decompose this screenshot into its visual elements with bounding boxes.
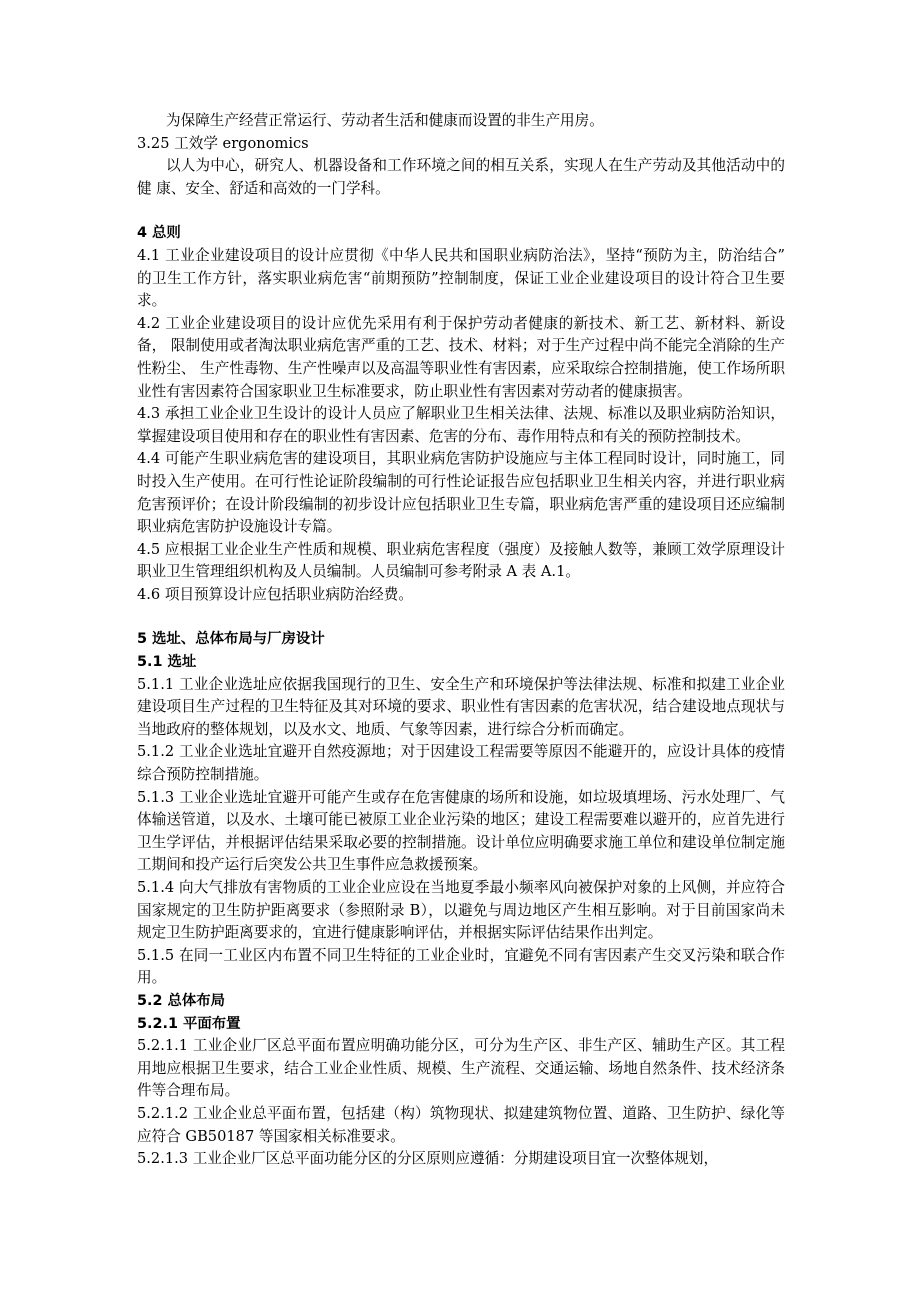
body-paragraph: 4.3 承担工业企业卫生设计的设计人员应了解职业卫生相关法律、法规、标准以及职业病防治知识，掌握建设项目使用和存在的职业性有害因素、危害的分布、毒作用特点和有关的预防控制技术。: [137, 405, 785, 445]
body-paragraph: 4.4 可能产生职业病危害的建设项目，其职业病危害防护设施应与主体工程同时设计，同时施工，同时投入生产使用。在可行性论证阶段编制的可行性论证报告应包括职业卫生相关内容，并进行职业病危害预评价；在设计阶段编制的初步设计应包括职业卫生专篇，职业病危害严重的建设项目还应编制职业病危害防护设施设计专篇。: [137, 450, 785, 536]
body-paragraph: 5.1.2 工业企业选址宜避开自然疫源地；对于因建设工程需要等原因不能避开的，应设计具体的疫情综合预防控制措施。: [137, 743, 785, 784]
body-paragraph: 5.1.4 向大气排放有害物质的工业企业应设在当地夏季最小频率风向被保护对象的上风侧，并应符合国家规定的卫生防护距离要求（参照附录 B），以避免与周边地区产生相互影响。对于目前国家尚未规定卫生防护距离要求的，宜进行健康影响评估，并根据实际评估结果作出判定。: [137, 879, 785, 942]
body-paragraph: 5.2.1.2 工业企业总平面布置，包括建（构）筑物现状、拟建建筑物位置、道路、卫生防护、绿化等应符合 GB50187 等国家相关标准要求。: [137, 1104, 785, 1145]
body-paragraph: 4.6 项目预算设计应包括职业病防治经费。: [137, 585, 413, 603]
body-paragraph: 5.1.5 在同一工业区内布置不同卫生特征的工业企业时，宜避免不同有害因素产生交叉污染和联合作用。: [137, 946, 785, 987]
body-paragraph: 4.1 工业企业建设项目的设计应贯彻《中华人民共和国职业病防治法》，坚持“预防为主，防治结合” 的卫生工作方针，落实职业病危害“前期预防”控制制度，保证工业企业建设项目的设计符合卫生要求。: [137, 246, 785, 310]
document-page: [137, 110, 785, 1171]
body-paragraph: 5.1.1 工业企业选址应依据我国现行的卫生、安全生产和环境保护等法律法规、标准和拟建工业企业建设项目生产过程的卫生特征及其对环境的要求、职业性有害因素的危害状况，结合建设地点现状与当地政府的整体规划，以及水文、地质、气象等因素，进行综合分析而确定。: [137, 675, 785, 738]
body-paragraph: 4.2 工业企业建设项目的设计应优先采用有利于保护劳动者健康的新技术、新工艺、新材料、新设备， 限制使用或者淘汰职业病危害严重的工艺、技术、材料；对于生产过程中尚不能完全消除的生产性粉尘、 生产性毒物、生产性噪声以及高温等职业性有害因素，应采取综合控制措施，使工作场所职业性有害因素符合国家职业卫生标准要求，防止职业性有害因素对劳动者的健康损害。: [137, 314, 785, 400]
section-heading: 5.1 选址: [137, 654, 197, 671]
body-paragraph: 4.5 应根据工业企业生产性质和规模、职业病危害程度（强度）及接触人数等，兼顾工效学原理设计职业卫生管理组织机构及人员编制。人员编制可参考附录 A 表 A.1。: [137, 540, 785, 581]
body-paragraph: 3.25 工效学 ergonomics: [137, 134, 309, 152]
section-heading: 4 总则: [137, 225, 181, 242]
body-paragraph: 5.1.3 工业企业选址宜避开可能产生或存在危害健康的场所和设施，如垃圾填埋场、污水处理厂、气体输送管道，以及水、土壤可能已被原工业企业污染的地区；建设工程需要难以避开的，应首先进行卫生学评估，并根据评估结果采取必要的控制措施。设计单位应明确要求施工单位和建设单位制定施工期间和投产运行后突发公共卫生事件应急救援预案。: [137, 788, 785, 874]
section-heading: 5.2 总体布局: [137, 992, 226, 1009]
body-paragraph: 以人为中心，研究人、机器设备和工作环境之间的相互关系，实现人在生产劳动及其他活动中的健 康、安全、舒适和高效的一门学科。: [137, 157, 785, 197]
paragraph-gap: [137, 606, 785, 628]
body-paragraph: 为保障生产经营正常运行、劳动者生活和健康而设置的非生产用房。: [166, 112, 604, 129]
body-paragraph: 5.2.1.3 工业企业厂区总平面功能分区的分区原则应遵循：分期建设项目宜一次整体规划，: [137, 1150, 719, 1168]
section-heading: 5 选址、总体布局与厂房设计: [137, 631, 325, 648]
body-paragraph: 5.2.1.1 工业企业厂区总平面布置应明确功能分区，可分为生产区、非生产区、辅助生产区。其工程用地应根据卫生要求，结合工业企业性质、规模、生产流程、交通运输、场地自然条件、技术经济条件等合理布局。: [137, 1037, 785, 1100]
paragraph-gap: [137, 200, 785, 222]
section-heading: 5.2.1 平面布置: [137, 1015, 241, 1032]
